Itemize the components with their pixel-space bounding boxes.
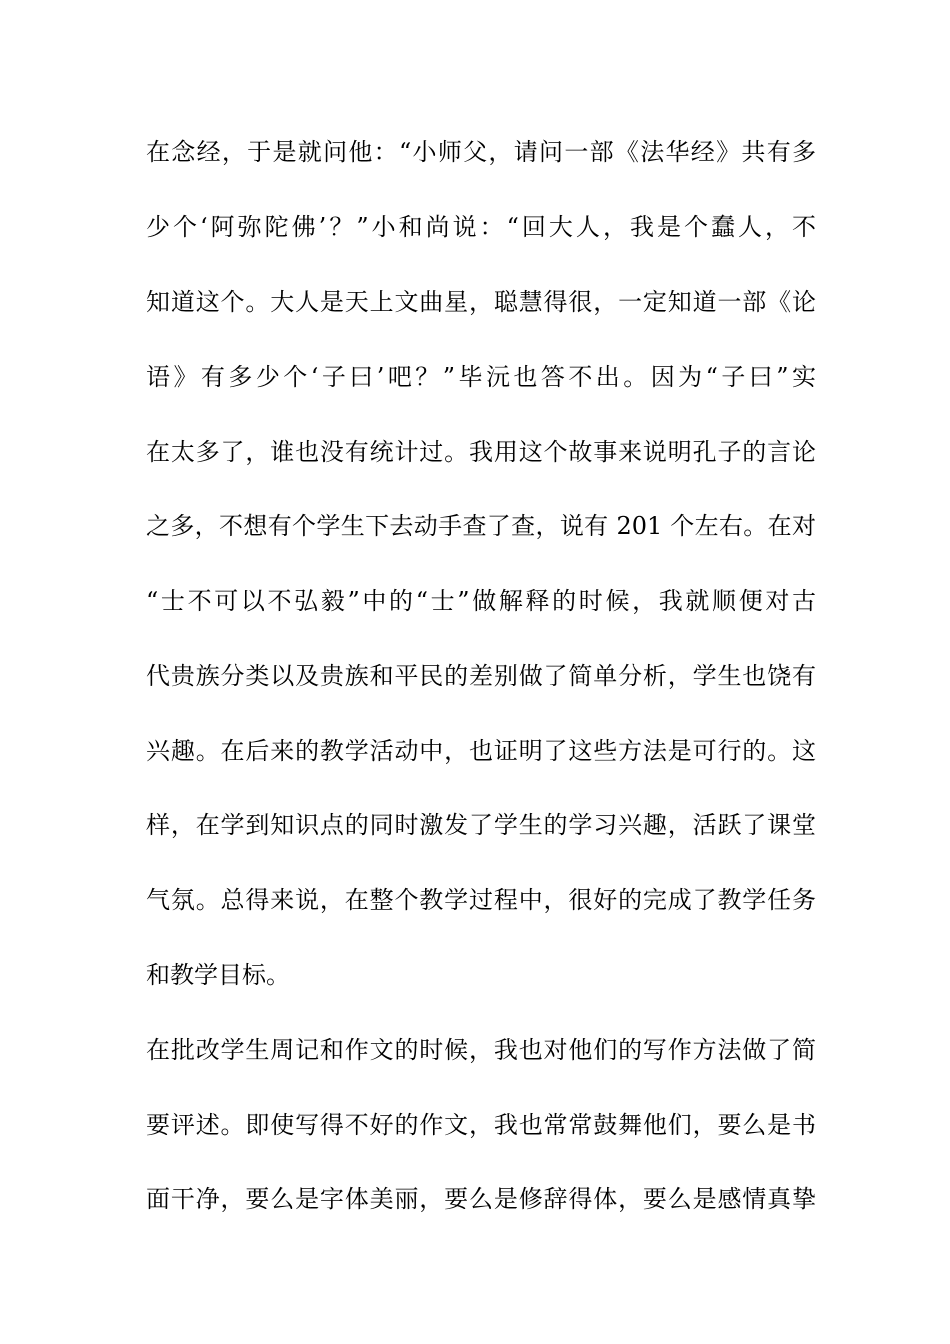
- text-line: 兴趣。在后来的教学活动中，也证明了这些方法是可行的。这: [146, 737, 816, 765]
- text-line: 样，在学到知识点的同时激发了学生的学习兴趣，活跃了课堂: [146, 811, 816, 839]
- text-line: 代贵族分类以及贵族和平民的差别做了简单分析，学生也饶有: [146, 662, 816, 690]
- text-line: 知道这个。大人是天上文曲星，聪慧得很，一定知道一部《论: [146, 288, 816, 316]
- text-line: 在批改学生周记和作文的时候，我也对他们的写作方法做了简: [146, 1036, 816, 1064]
- text-line: 之多，不想有个学生下去动手查了查，说有 201 个左右。在对: [146, 512, 816, 540]
- text-line: 和教学目标。: [146, 961, 290, 989]
- text-line: 面干净，要么是字体美丽，要么是修辞得体，要么是感情真挚: [146, 1185, 816, 1213]
- text-line: 语》有多少个‘子曰’吧？”毕沅也答不出。因为“子曰”实: [146, 363, 816, 391]
- text-line: 少个‘阿弥陀佛’？”小和尚说：“回大人，我是个蠢人，不: [146, 213, 816, 241]
- text-line: 在太多了，谁也没有统计过。我用这个故事来说明孔子的言论: [146, 438, 816, 466]
- text-line: 气氛。总得来说，在整个教学过程中，很好的完成了教学任务: [146, 886, 816, 914]
- text-line: 要评述。即使写得不好的作文，我也常常鼓舞他们，要么是书: [146, 1111, 816, 1139]
- text-line: 在念经，于是就问他：“小师父，请问一部《法华经》共有多: [146, 138, 816, 166]
- text-line: “士不可以不弘毅”中的“士”做解释的时候，我就顺便对古: [146, 587, 816, 615]
